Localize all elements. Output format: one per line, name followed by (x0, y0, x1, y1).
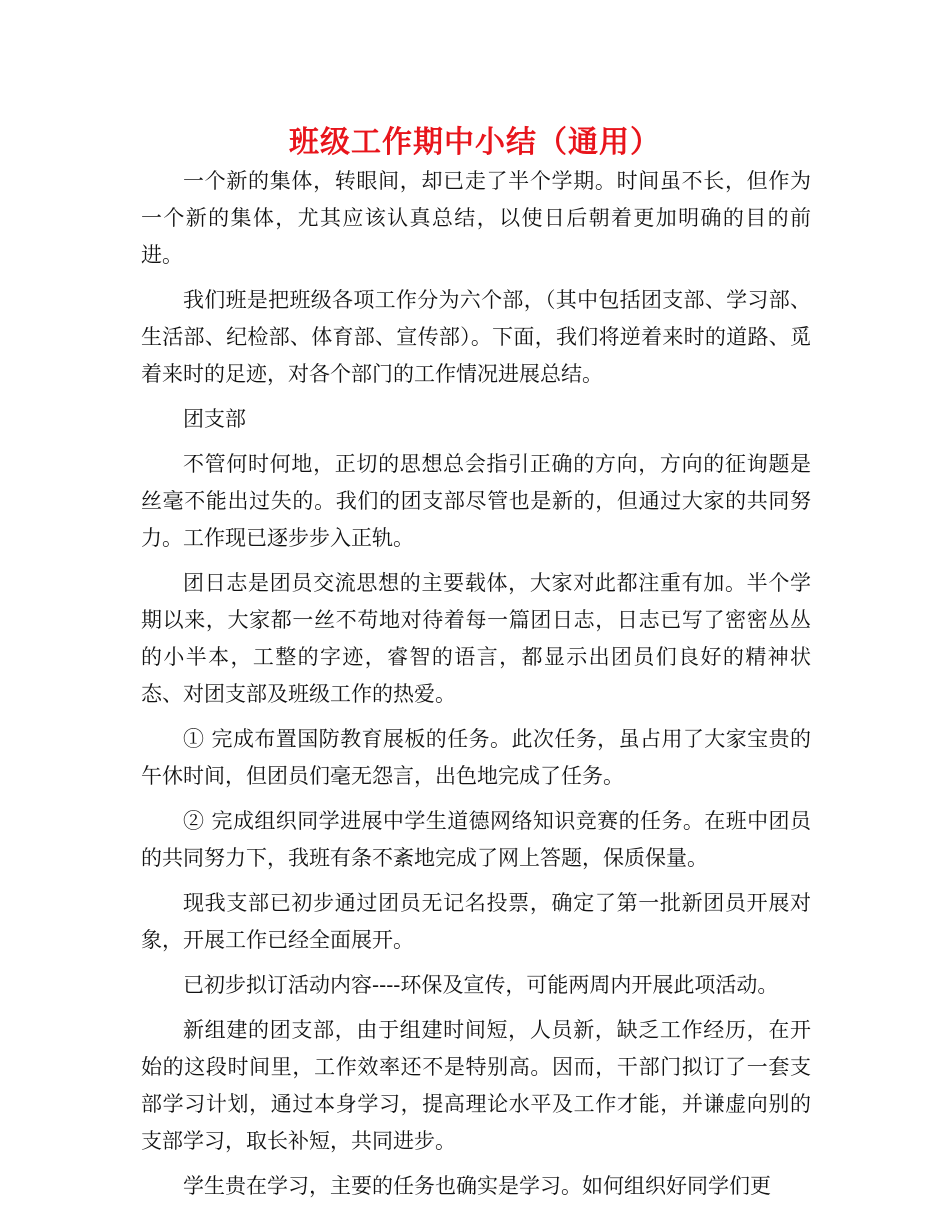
paragraph-7: 新组建的团支部，由于组建时间短，人员新，缺乏工作经历，在开始的这段时间里，工作效率还不是特别高。因而，干部门拟订了一套支部学习计划，通过本身学习，提高理论水平及工作才能，并谦虚向别的支部学习，取长补短，共同进步。 (141, 1018, 811, 1153)
list-item-2: ② 完成组织同学进展中学生道德网络知识竞赛的任务。在班中团员的共同努力下，我班有条不紊地完成了网上答题，保质保量。 (141, 809, 811, 870)
document-title: 班级工作期中小结（通用） (289, 125, 661, 160)
paragraph-2: 我们班是把班级各项工作分为六个部，（其中包括团支部、学习部、生活部、纪检部、体育部、宣传部）。下面，我们将逆着来时的道路、觅着来时的足迹，对各个部门的工作情况进展总结。 (141, 288, 811, 386)
paragraph-1: 一个新的集体，转眼间，却已走了半个学期。时间虽不长，但作为一个新的集体，尤其应该认真总结，以使日后朝着更加明确的目的前进。 (141, 169, 811, 267)
document-body (141, 163, 811, 1213)
paragraph-4: 团日志是团员交流思想的主要载体，大家对此都注重有加。半个学期以来，大家都一丝不苟地对待着每一篇团日志，日志已写了密密丛丛的小半本，工整的字迹，睿智的语言，都显示出团员们良好的精神状态、对团支部及班级工作的热爱。 (141, 571, 811, 706)
paragraph-6: 已初步拟订活动内容----环保及宣传，可能两周内开展此项活动。 (183, 973, 779, 997)
paragraph-3: 不管何时何地，正切的思想总会指引正确的方向，方向的征询题是丝毫不能出过失的。我们的团支部尽管也是新的，但通过大家的共同努力。工作现已逐步步入正轨。 (141, 452, 811, 550)
section-heading: 团支部 (183, 407, 246, 431)
paragraph-8: 学生贵在学习，主要的任务也确实是学习。如何组织好同学们更 (183, 1174, 771, 1198)
list-item-1: ① 完成布置国防教育展板的任务。此次任务，虽占用了大家宝贵的午休时间，但团员们毫无怨言，出色地完成了任务。 (141, 727, 811, 788)
paragraph-5: 现我支部已初步通过团员无记名投票，确定了第一批新团员开展对象，开展工作已经全面展开。 (141, 891, 811, 952)
